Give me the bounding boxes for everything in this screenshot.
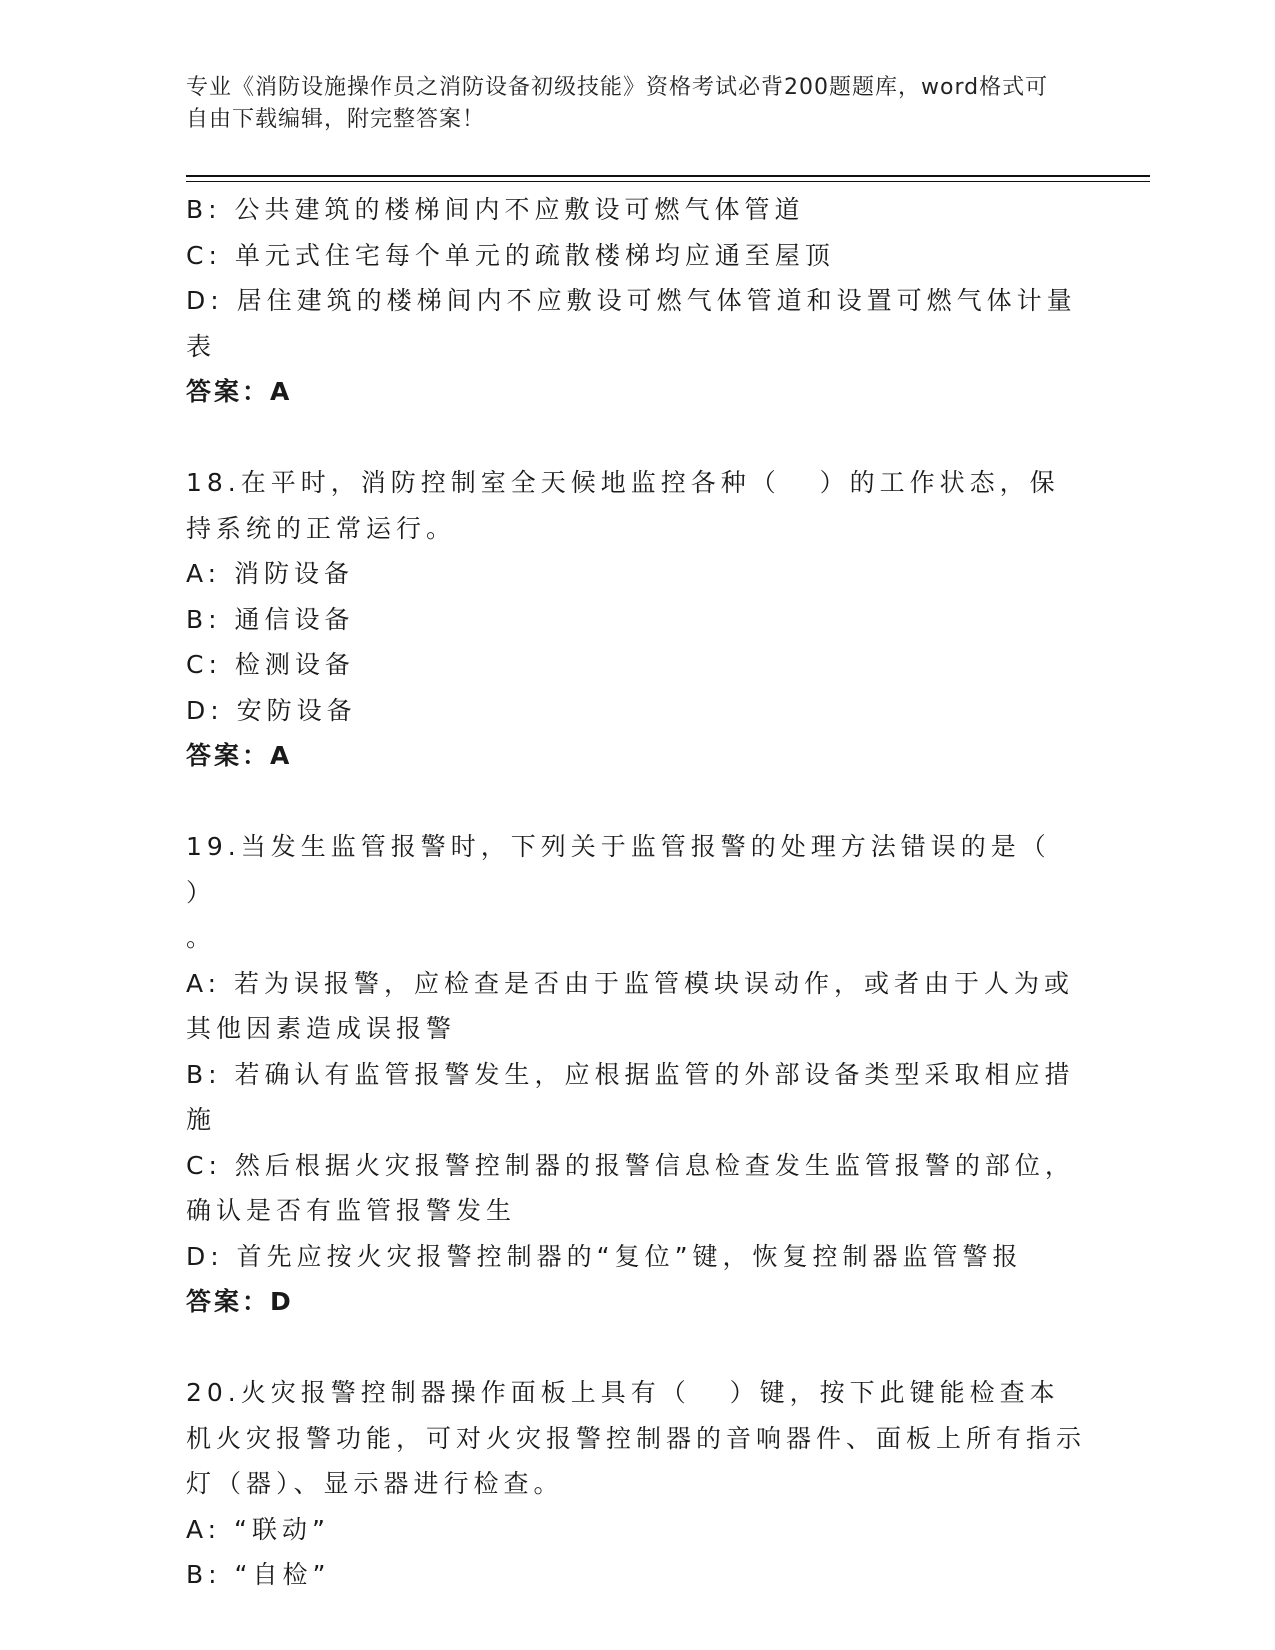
question-content bbox=[186, 187, 1090, 1598]
question-text: 20.火灾报警控制器操作面板上具有（ ）键，按下此键能检查本机火灾报警功能，可对火灾报警控制器的音响器件、面板上所有指示灯（器）、显示器进行检查。 bbox=[186, 1378, 1087, 1498]
option-text: B: 若确认有监管报警发生，应根据监管的外部设备类型采取相应措施 bbox=[186, 1059, 1075, 1134]
option-text: C: 然后根据火灾报警控制器的报警信息检查发生监管报警的部位，确认是否有监管报警发生 bbox=[186, 1150, 1075, 1225]
question-text: 19.当发生监管报警时，下列关于监管报警的处理方法错误的是（ ） bbox=[186, 832, 1090, 907]
document-header: 专业《消防设施操作员之消防设备初级技能》资格考试必背200题题库，word格式可自由下载编辑，附完整答案！ bbox=[186, 75, 1049, 132]
option-text: C: 检测设备 bbox=[186, 650, 355, 679]
option-text: B: 通信设备 bbox=[186, 604, 355, 634]
question-text: 。 bbox=[186, 923, 217, 952]
option-text: A: “联动” bbox=[186, 1514, 330, 1544]
paragraph-gap bbox=[186, 779, 1086, 825]
question-text: 18.在平时，消防控制室全天候地监控各种（ ）的工作状态，保持系统的正常运行。 bbox=[186, 468, 1060, 543]
option-text: B: 公共建筑的楼梯间内不应敷设可燃气体管道 bbox=[186, 195, 805, 224]
paragraph-gap bbox=[186, 1325, 1086, 1371]
answer-line: 答案：A bbox=[186, 377, 293, 406]
header-rule-thick bbox=[186, 175, 1150, 177]
answer-line: 答案：D bbox=[186, 1287, 294, 1316]
header-rule-thin bbox=[186, 181, 1150, 182]
option-text: A: 消防设备 bbox=[186, 559, 355, 588]
option-text: D: 居住建筑的楼梯间内不应敷设可燃气体管道和设置可燃气体计量表 bbox=[186, 286, 1077, 361]
option-text: C: 单元式住宅每个单元的疏散楼梯均应通至屋顶 bbox=[186, 240, 835, 270]
option-text: D: 安防设备 bbox=[186, 695, 357, 725]
option-text: B: “自检” bbox=[186, 1560, 331, 1589]
option-text: A: 若为误报警，应检查是否由于监管模块误动作，或者由于人为或其他因素造成误报警 bbox=[186, 968, 1075, 1043]
paragraph-gap bbox=[186, 415, 1086, 461]
option-text: D: 首先应按火灾报警控制器的“复位”键，恢复控制器监管警报 bbox=[186, 1241, 1023, 1271]
answer-line: 答案：A bbox=[186, 741, 293, 770]
